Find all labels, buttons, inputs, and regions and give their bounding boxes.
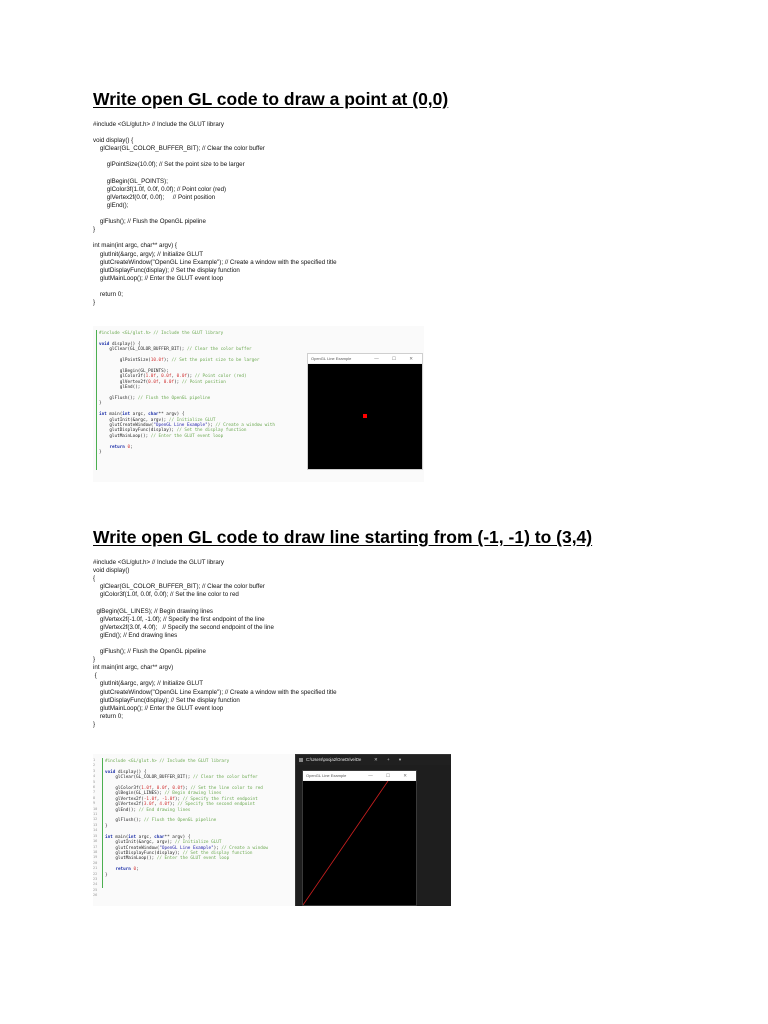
gl-window-title: OpenGL Line Example [306,773,347,778]
section-1-gl-window [307,353,423,470]
section-1-code: #include <GL/glut.h> // Include the GLUT library void display() { glClear(GL_COLOR_BUFFER_BIT); // Clear the color buffer glPointSize(10.0f); // Set the point size to be larger glBegin(GL_POINTS); glColor3f(1.0f, 0.0f, 0.0f); // Point color (red) glVertex2f(0.0f, 0.0f); // Point position glEnd(); glFlush(); // Flush the OpenGL pipeline } int main(int argc, char** argv) { glutInit(&argc, argv); // Initialize GLUT glutCreateWindow("OpenGL Line Example"); // Create a window with the specified title glutDisplayFunc(display); // Set the display function glutMainLoop(); // Enter the GLUT event loop return 0; } [93,121,337,307]
terminal-titlebar[interactable] [296,755,451,765]
section-1-screenshot [93,326,424,482]
gl-window-titlebar[interactable] [303,771,416,780]
red-point [363,414,367,418]
section-2-ide-code: #include <GL/glut.h> // Include the GLUT library void display() { glClear(GL_COLOR_BUFFER_BIT); // Clear the color buffer glColor3f(1.0f, 0.0f, 0.0f); // Set the line color to red glBegin(GL_LINES); // Begin drawing lines glVertex2f(-1.0f, -1.0f); // Specify the first endpoint glVertex2f(3.0f, 4.0f); // Specify the second endpoint glEnd(); // End drawing lines glFlush(); // Flush the OpenGL pipeline } int main(int argc, char** argv) { glutInit(&argc, argv); // Initialize GLUT glutCreateWindow("OpenGL Line Example"); // Create a window glutDisplayFunc(display); // Set the display function glutMainLoop(); // Enter the GLUT event loop return 0; } [105,759,268,878]
section-2-gl-window [302,770,417,906]
terminal-tab-controls-icon[interactable]: ✕ + ▾ [374,757,406,762]
gl-canvas [303,781,416,905]
gl-window-titlebar[interactable] [308,354,422,363]
window-controls-icon[interactable]: — ☐ ✕ [368,773,413,778]
ide-line-numbers: 1 2 3 4 5 6 7 8 9 10 11 12 13 14 15 16 17 18 19 20 21 22 23 24 25 26 [93,758,98,898]
section-1-ide-code: #include <GL/glut.h> // Include the GLUT library void display() { glClear(GL_COLOR_BUFFER_BIT); // Clear the color buffer glPointSize(10.0f); // Set the point size to be larger glBegin(GL_POINTS); glColor3f(1.0f, 0.0f, 0.0f); // Point color (red) glVertex2f(0.0f, 0.0f); // Point position glEnd(); glFlush(); // Flush the OpenGL pipeline } int main(int argc, char** argv) { glutInit(&argc, argv); // Initialize GLUT glutCreateWindow("OpenGL Line Example"); // Create a window with glutDisplayFunc(display); // Set the display function glutMainLoop(); // Enter the GLUT event loop return 0; } [99,331,275,455]
ide-gutter-bar [96,330,97,470]
window-controls-icon[interactable]: — ☐ ✕ [374,356,419,361]
section-1-heading: Write open GL code to draw a point at (0,0) [93,89,449,109]
section-2-code: #include <GL/glut.h> // Include the GLUT library void display() { glClear(GL_COLOR_BUFFER_BIT); // Clear the color buffer glColor3f(1.0f, 0.0f, 0.0f); // Set the line color to red glBegin(GL_LINES); // Begin drawing lines glVertex2f(-1.0f, -1.0f); // Specify the first endpoint of the line glVertex2f(3.0f, 4.0f); // Specify the second endpoint of the line glEnd(); // End drawing lines glFlush(); // Flush the OpenGL pipeline } int main(int argc, char** argv) { glutInit(&argc, argv); // Initialize GLUT glutCreateWindow("OpenGL Line Example"); // Create a window with the specified title glutDisplayFunc(display); // Set the display function glutMainLoop(); // Enter the GLUT event loop return 0; } [93,559,337,728]
terminal-window [295,754,451,906]
terminal-icon [299,758,303,762]
red-line [303,781,388,905]
ide-gutter-bar [102,758,103,888]
section-2-screenshot [93,754,451,906]
terminal-title: C:\Users\pooja2\OneDrive\De [306,757,362,762]
gl-line-drawing [303,781,416,905]
section-2-heading: Write open GL code to draw line starting from (-1, -1) to (3,4) [93,527,593,547]
gl-window-title: OpenGL Line Example [311,356,352,361]
gl-canvas [308,364,422,469]
